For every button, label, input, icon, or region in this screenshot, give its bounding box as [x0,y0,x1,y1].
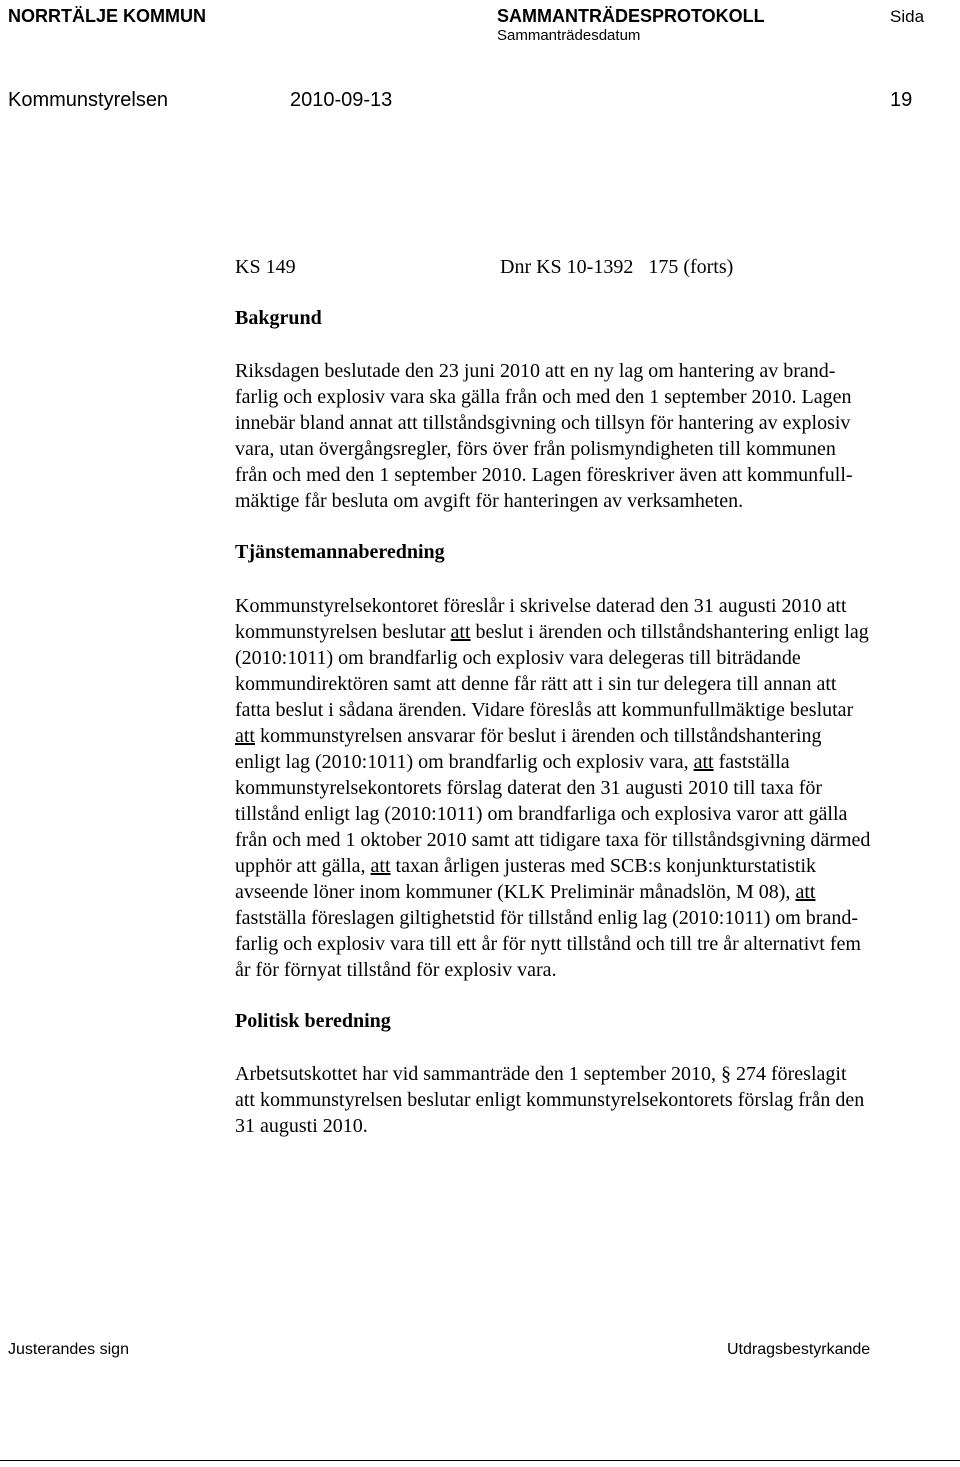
underlined-att: att [450,621,471,643]
text-line: Riksdagen beslutade den 23 juni 2010 att en ny lag om hantering av brand- [235,360,836,382]
meeting-date: 2010-09-13 [290,89,393,111]
section-heading-politisk-beredning: Politisk beredning [235,1010,391,1032]
page-number: 19 [890,89,913,111]
underlined-att: att [235,725,255,747]
document-type: SAMMANTRÄDESPROTOKOLL [497,6,765,26]
text-line: vara, utan övergångsregler, förs över från polismyndigheten till kommunen [235,438,836,460]
footer-utdragsbestyrkande: Utdragsbestyrkande [727,1341,871,1358]
text-line: kommunstyrelsekontorets förslag daterat den 31 augusti 2010 till taxa för [235,777,823,799]
text-line: farlig och explosiv vara till ett år för nytt tillstånd och till tre år alternativt fem [235,933,861,955]
text-line: kommundirektören samt att denne får rätt att i sin tur delegera till annan att [235,673,837,695]
text-line: från och med den 1 september 2010. Lagen föreskriver även att kommunfull- [235,464,853,486]
section-heading-tjanstemannaberedning: Tjänstemannaberedning [235,541,445,563]
text-line: fatta beslut i sådana ärenden. Vidare föreslås att kommunfullmäktige beslutar [235,699,854,721]
politisk-beredning-paragraph [235,1061,955,1139]
text-line: avseende löner inom kommuner (KLK Preliminär månadslön, M 08), att [235,881,816,903]
text-line: att kommunstyrelsen beslutar enligt kommunstyrelsekontorets förslag från den [235,1089,865,1111]
text-line: enligt lag (2010:1011) om brandfarlig och explosiv vara, att fastställa [235,751,790,773]
footer-justerandes-sign: Justerandes sign [8,1341,129,1358]
page-label: Sida [890,7,925,26]
text-line: tillstånd enligt lag (2010:1011) om brandfarliga och explosiva varor att gälla [235,803,848,825]
organization-name: NORRTÄLJE KOMMUN [8,6,206,26]
text-line: Arbetsutskottet har vid sammanträde den 1 september 2010, § 274 föreslagit [235,1063,847,1085]
text-line: upphör att gälla, att taxan årligen justeras med SCB:s konjunkturstatistik [235,855,817,877]
case-reference: Dnr KS 10-1392 175 (forts) [500,256,734,278]
text-line: att kommunstyrelsen ansvarar för beslut i ärenden och tillståndshantering [235,725,822,747]
committee-name: Kommunstyrelsen [8,89,169,111]
case-paragraph: KS 149 [235,256,296,278]
underlined-att: att [693,751,714,773]
text-line: år för förnyat tillstånd för explosiv vara. [235,959,557,981]
tjanstemannaberedning-paragraph [235,593,955,983]
text-line: från och med 1 oktober 2010 samt att tidigare taxa för tillståndsgivning därmed [235,829,871,851]
text-line: mäktige får besluta om avgift för hanteringen av verksamheten. [235,490,744,512]
underlined-att: att [370,855,391,877]
meeting-date-label: Sammanträdesdatum [497,27,641,44]
text-line: fastställa föreslagen giltighetstid för tillstånd enlig lag (2010:1011) om brand- [235,907,859,929]
text-line: innebär bland annat att tillståndsgivning och tillsyn för hantering av explosiv [235,412,851,434]
bakgrund-paragraph [235,358,955,514]
text-line: Kommunstyrelsekontoret föreslår i skrivelse daterad den 31 augusti 2010 att [235,595,847,617]
text-line: farlig och explosiv vara ska gälla från och med den 1 september 2010. Lagen [235,386,852,408]
text-line: (2010:1011) om brandfarlig och explosiv vara delegeras till biträdande [235,647,801,669]
footer-rule [0,1460,960,1461]
section-heading-bakgrund: Bakgrund [235,307,322,329]
text-line: 31 augusti 2010. [235,1115,368,1137]
text-line: kommunstyrelsen beslutar att beslut i ärenden och tillståndshantering enligt lag [235,621,869,643]
underlined-att: att [795,881,816,903]
